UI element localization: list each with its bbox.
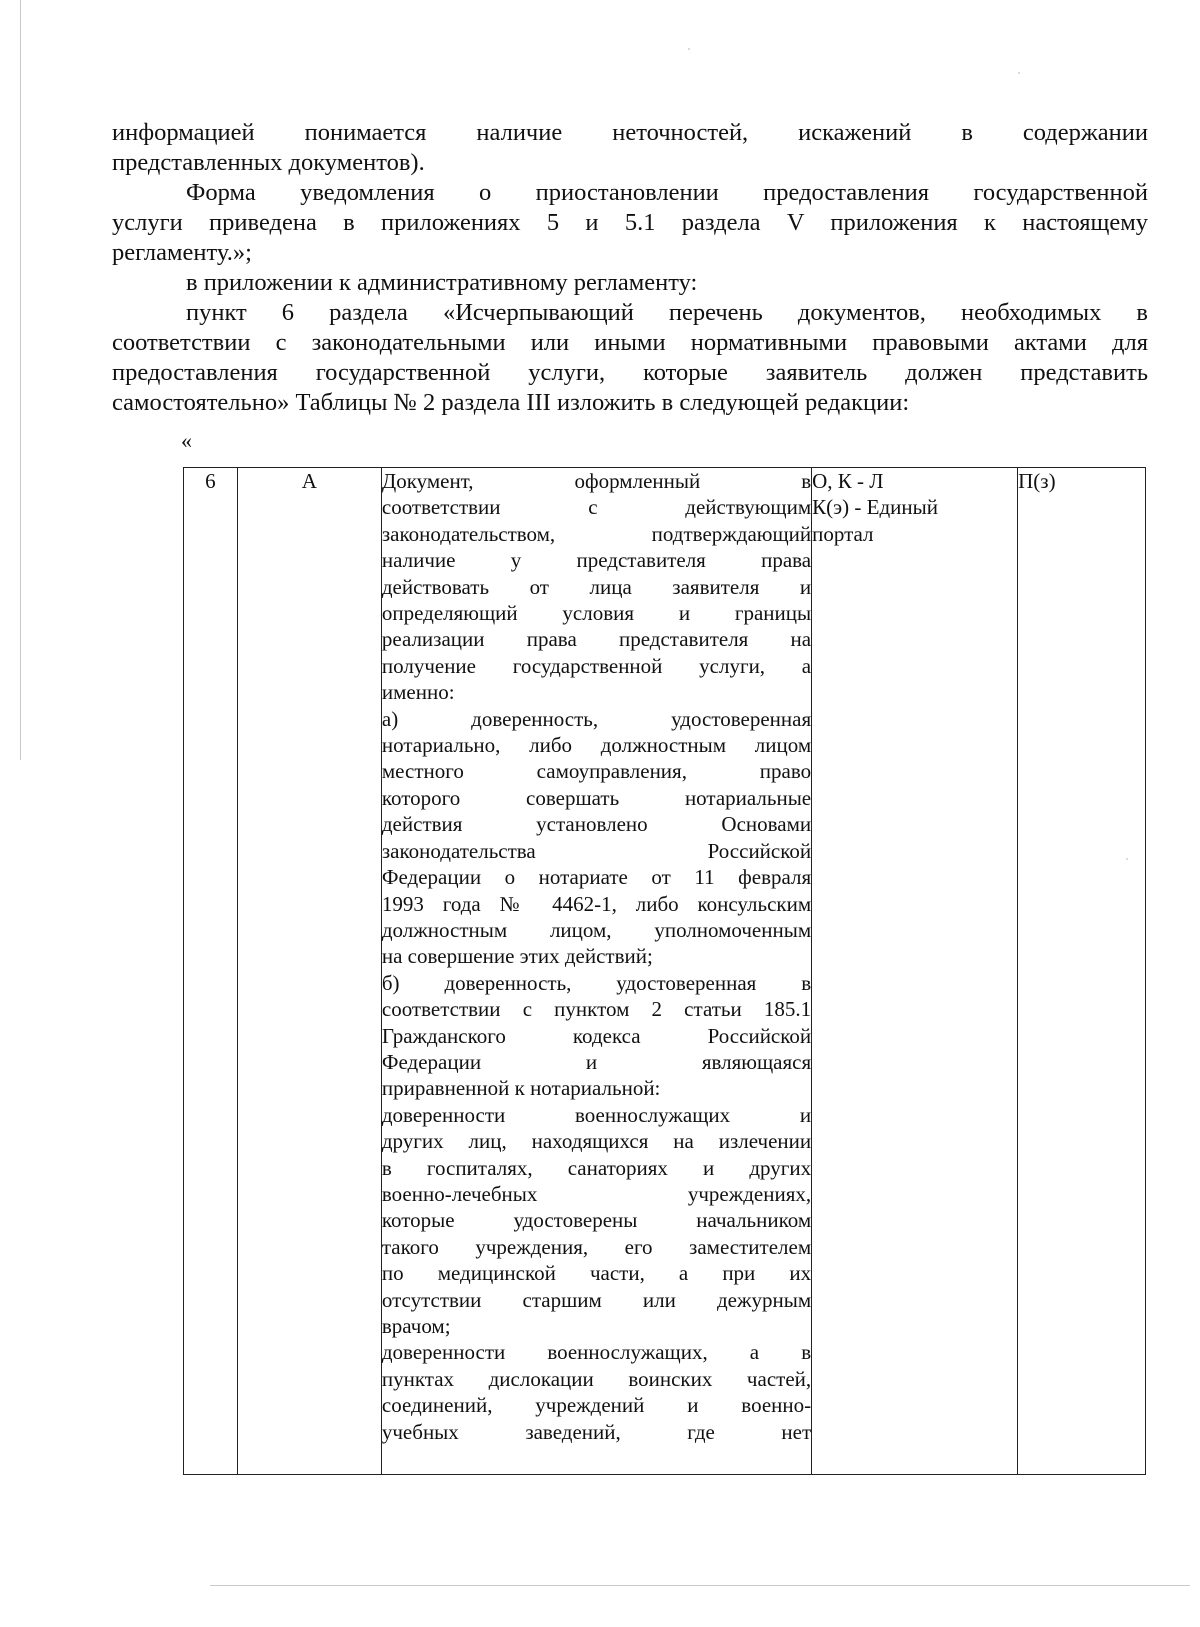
paragraph-line: информацией понимается наличие неточностей, искажений в содержании xyxy=(112,119,1148,146)
regulation-table xyxy=(183,467,1146,1475)
description-line: 1993 года № 4462-1, либо консульским xyxy=(381,891,812,916)
description-line: такого учреждения, его заместителем xyxy=(381,1234,812,1259)
description-line: а) доверенность, удостоверенная xyxy=(381,706,812,731)
description-line: доверенности военнослужащих, а в xyxy=(381,1340,812,1365)
description-line: по медицинской части, а при их xyxy=(381,1261,812,1286)
description-line: доверенности военнослужащих и xyxy=(381,1102,812,1127)
description-line: определяющий условия и границы xyxy=(381,601,812,626)
description-line: пунктах дислокации воинских частей, xyxy=(381,1366,812,1391)
description-line: Гражданского кодекса Российской xyxy=(381,1023,812,1048)
scan-speck xyxy=(1018,72,1020,74)
description-line: получение государственной услуги, а xyxy=(381,653,812,678)
form-text xyxy=(812,468,1017,547)
paragraph-line: предоставления государственной услуги, которые заявитель должен представить xyxy=(112,359,1148,386)
description-line: в госпиталях, санаториях и других xyxy=(381,1155,812,1180)
description-line: законодательством, подтверждающий xyxy=(381,521,812,546)
description-line: отсутствии старшим или дежурным xyxy=(381,1287,812,1312)
description-line: других лиц, находящихся на излечении xyxy=(381,1129,812,1154)
row-number: 6 xyxy=(184,468,238,1475)
paragraph-line: самостоятельно» Таблицы № 2 раздела III изложить в следующей редакции: xyxy=(112,389,910,416)
description-line: приравненной к нотариальной: xyxy=(381,1076,661,1101)
table-row xyxy=(184,468,1146,1475)
description-text xyxy=(382,468,811,1474)
paragraph-line: Форма уведомления о приостановлении предоставления государственной xyxy=(186,179,1148,206)
document-type: П(з) xyxy=(1018,468,1146,1475)
description-line: б) доверенность, удостоверенная в xyxy=(381,970,812,995)
document-form xyxy=(812,468,1018,1475)
description-line: нотариально, либо должностным лицом xyxy=(381,733,812,758)
paragraph-line: услуги приведена в приложениях 5 и 5.1 раздела V приложения к настоящему xyxy=(112,209,1148,236)
document-description xyxy=(381,468,811,1475)
form-line: К(э) - Единый xyxy=(812,495,938,520)
description-line: военно-лечебных учреждениях, xyxy=(381,1181,812,1206)
description-line: врачом; xyxy=(381,1314,451,1338)
description-line: которого совершать нотариальные xyxy=(381,785,812,810)
scan-speck xyxy=(688,48,690,50)
description-line: должностным лицом, уполномоченным xyxy=(381,917,812,942)
description-line: местного самоуправления, право xyxy=(381,759,812,784)
description-line: на совершение этих действий; xyxy=(381,944,653,969)
description-line: соединений, учреждений и военно- xyxy=(381,1393,812,1418)
description-line: учебных заведений, где нет xyxy=(381,1419,812,1444)
description-line: которые удостоверены начальником xyxy=(381,1208,812,1233)
form-line: портал xyxy=(812,521,874,546)
paragraph-line: в приложении к административному регламенту: xyxy=(186,269,698,296)
scan-margin-line xyxy=(20,0,21,760)
description-line: наличие у представителя права xyxy=(381,548,812,573)
description-line: именно: xyxy=(381,680,455,705)
description-line: Документ, оформленный в xyxy=(381,469,812,493)
paragraph-line: регламенту.»; xyxy=(112,239,252,266)
description-line: соответствии с пунктом 2 статьи 185.1 xyxy=(381,997,812,1022)
paragraph-line: пункт 6 раздела «Исчерпывающий перечень документов, необходимых в xyxy=(186,299,1148,326)
opening-quote: « xyxy=(181,428,192,453)
description-line: законодательства Российской xyxy=(381,838,812,863)
paragraph-line: представленных документов). xyxy=(112,149,425,176)
description-line: соответствии с действующим xyxy=(381,495,812,520)
form-line: О, К - Л xyxy=(812,469,884,493)
description-line: действовать от лица заявителя и xyxy=(381,574,812,599)
description-line: Федерации о нотариате от 11 февраля xyxy=(381,865,812,890)
description-line: реализации права представителя на xyxy=(381,627,812,652)
scan-bottom-line xyxy=(210,1585,1190,1586)
row-code: А xyxy=(237,468,381,1475)
paragraph-line: соответствии с законодательными или иными нормативными правовыми актами для xyxy=(112,329,1148,356)
body-text xyxy=(112,118,1148,418)
description-line: действия установлено Основами xyxy=(381,812,812,837)
description-line: Федерации и являющаяся xyxy=(381,1049,812,1074)
